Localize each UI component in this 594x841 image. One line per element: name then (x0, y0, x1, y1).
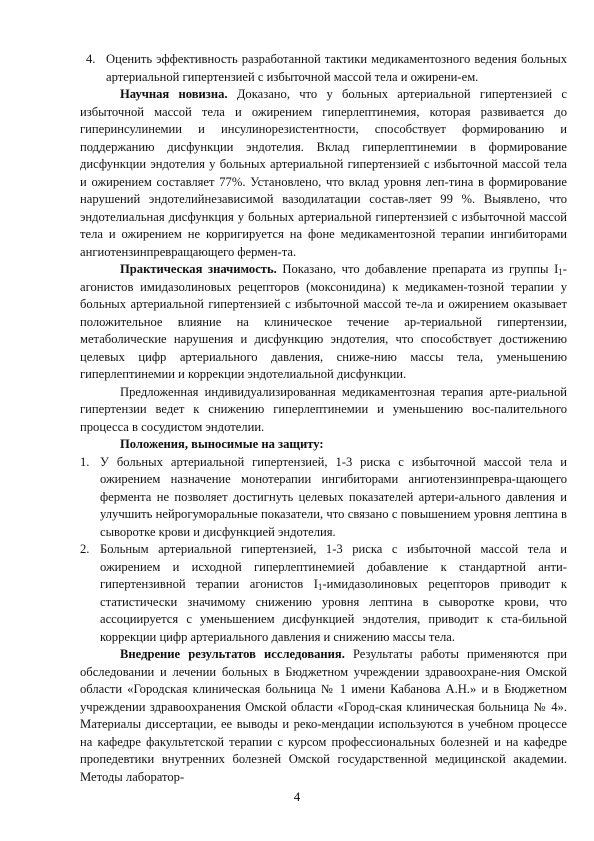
list-text (100, 541, 567, 646)
page-number: 4 (293, 790, 301, 804)
implementation-heading: Внедрение результатов исследования. (120, 647, 345, 661)
subscript: 1 (558, 267, 563, 277)
list-text-a: Больным артериальной гипертензией, 1-3 риска с избыточной массой тела и ожирением и исходной гиперлептинемией добавление к стандартной анти-гипертензивной терапии агонистов I (100, 542, 567, 591)
novelty-text: Доказано, что у больных артериальной гипертензией с избыточной массой тела и ожирением гиперлептинемия, которая развивается до гиперинсулинемии и инсулинорезистентности, способствует формированию и поддержанию дисфункции эндотелия. Вклад гиперлептинемии в формирование дисфункции эндотелия у больных артериальной гипертензией с избыточной массой тела и ожирением составляет 77%. Установлено, что вклад уровня леп-тина в формирование нарушений эндотелийнезависимой вазодилатации состав-ляет 99 %. Выявлено, что эндотелиальная дисфункция у больных артериальной гипертензией с избыточной массой тела и ожирением не корригируется на фоне медикаментозной терапии ингибиторами ангиотензинпревращающего фермен-та. (80, 87, 568, 259)
list-text: У больных артериальной гипертензией, 1-3 риска с избыточной массой тела и ожирением назначение монотерапии ингибиторами ангиотензинпревра-щающего фермента не позволяет достигнуть целевых показателей артери-ального давления и улучшить нейрогуморальные показатели, что связано с повышением уровня лептина в сыворотке крови и дисфункцией эндотелия. (100, 454, 567, 539)
document-page (80, 51, 567, 786)
task-item-4 (86, 51, 567, 86)
list-number: 4. (86, 52, 96, 66)
list-text: Оценить эффективность разработанной тактики медикаментозного ведения больных артериальной гипертензией с избыточной массой тела и ожирени-ем. (106, 52, 567, 84)
significance-text-a: Показано, что добавление препарата из группы I (282, 262, 559, 276)
thesis-item-1 (80, 454, 567, 542)
novelty-paragraph (80, 86, 567, 261)
significance-text-b: -агонистов имидазолиновых рецепторов (моксонидина) к медикамен-тозной терапии у больных артериальной гипертензией с избыточной массой те-ла и ожирением оказывает положительное влияние на клиническое течение ар-териальной гипертензии, метаболические нарушения и дисфункцию эндотелия, что способствует достижению целевых цифр артериального давления, сниже-нию массы тела, уменьшению гиперлептинемии и коррекции эндотелиальной дисфункции. (80, 262, 567, 381)
novelty-heading: Научная новизна. (120, 87, 228, 101)
theses-heading: Положения, выносимые на защиту: (120, 437, 324, 451)
implementation-text: Результаты работы применяются при обследовании и лечении больных в Бюджетном учреждении здравоохране-ния Омской области «Городская клиническая больница № 1 имени Кабанова А.Н.» и в Бюджетном учреждении здравоохранения Омской области «Город-ская клиническая больница № 4». Материалы диссертации, ее выводы и реко-мендации используются в учебном процессе на кафедре факультетской терапии с курсом профессиональных болезней и на кафедре пропедевтики внутренних болезней Омской государственной медицинской академии. Методы лаборатор- (80, 647, 567, 784)
list-number: 2. (80, 542, 90, 556)
subscript: 1 (317, 582, 323, 592)
list-text-b: -имидазолиновых рецепторов приводит к статистически значимому снижению уровня лептина в сыворотке крови, что ассоциируется с уменьшением дисфункцией эндотелия, приводит к ста-бильной коррекции цифр артериального давления и снижению массы тела. (100, 577, 567, 644)
thesis-item-2 (80, 541, 567, 646)
proposed-paragraph: Предложенная индивидуализированная медикаментозная терапия арте-риальной гипертензии ведет к снижению гиперлептинемии и уменьшению вос-палительного процесса в сосудистом эндотелии. (80, 384, 567, 434)
significance-heading: Практическая значимость. (120, 262, 277, 276)
significance-paragraph (80, 261, 567, 384)
list-number: 1. (80, 454, 90, 469)
implementation-paragraph (80, 646, 567, 786)
